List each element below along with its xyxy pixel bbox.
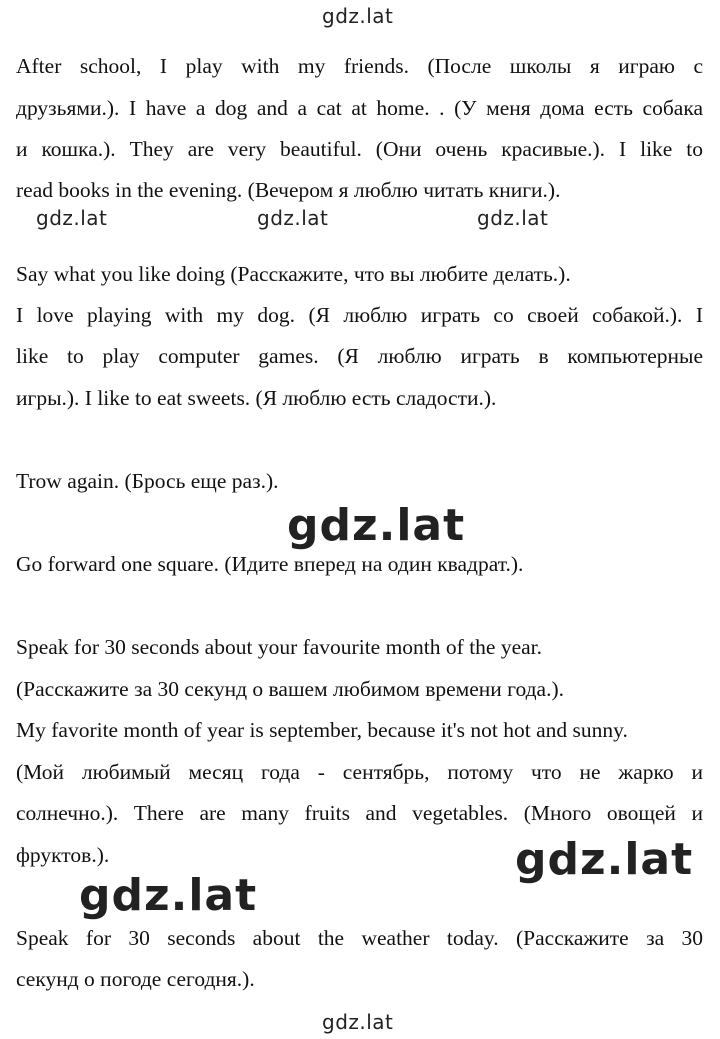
text-line-16: фруктов.). [16, 843, 110, 867]
text-line-18: секунд о погоде сегодня.). [16, 967, 255, 991]
text-line-1: After school, I play with my friends. (После школы я играю с [16, 54, 703, 78]
watermark-row-left: gdz.lat [36, 206, 108, 230]
text-line-15: солнечно.). There are many fruits and vegetables. (Много овощей и [16, 801, 703, 825]
watermark-row-middle: gdz.lat [257, 206, 329, 230]
watermark-row-right: gdz.lat [477, 206, 549, 230]
text-line-12: (Расскажите за 30 секунд о вашем любимом времени года.). [16, 677, 564, 701]
text-line-14: (Мой любимый месяц года - сентябрь, потому что не жарко и [16, 760, 703, 784]
watermark-large-center: gdz.lat [287, 500, 466, 551]
text-line-17: Speak for 30 seconds about the weather today. (Расскажите за 30 [16, 926, 703, 950]
text-line-6: I love playing with my dog. (Я люблю играть со своей собакой.). I [16, 303, 703, 327]
text-line-9: Trow again. (Брось еще раз.). [16, 469, 279, 493]
text-line-5: Say what you like doing (Расскажите, что вы любите делать.). [16, 262, 571, 286]
text-line-10: Go forward one square. (Идите вперед на один квадрат.). [16, 552, 524, 576]
text-line-3: и кошка.). They are very beautiful. (Они очень красивые.). I like to [16, 137, 703, 161]
watermark-large-right: gdz.lat [515, 834, 694, 885]
text-line-8: игры.). I like to eat sweets. (Я люблю есть сладости.). [16, 386, 497, 410]
text-line-4: read books in the evening. (Вечером я люблю читать книги.). [16, 178, 561, 202]
text-line-13: My favorite month of year is september, because it's not hot and sunny. [16, 718, 628, 742]
text-line-7: like to play computer games. (Я люблю играть в компьютерные [16, 344, 703, 368]
text-line-11: Speak for 30 seconds about your favourite month of the year. [16, 635, 543, 659]
text-line-2: друзьями.). I have a dog and a cat at home. . (У меня дома есть собака [16, 96, 703, 120]
watermark-top: gdz.lat [322, 4, 394, 28]
watermark-large-left: gdz.lat [79, 870, 258, 921]
watermark-bottom: gdz.lat [322, 1010, 394, 1034]
